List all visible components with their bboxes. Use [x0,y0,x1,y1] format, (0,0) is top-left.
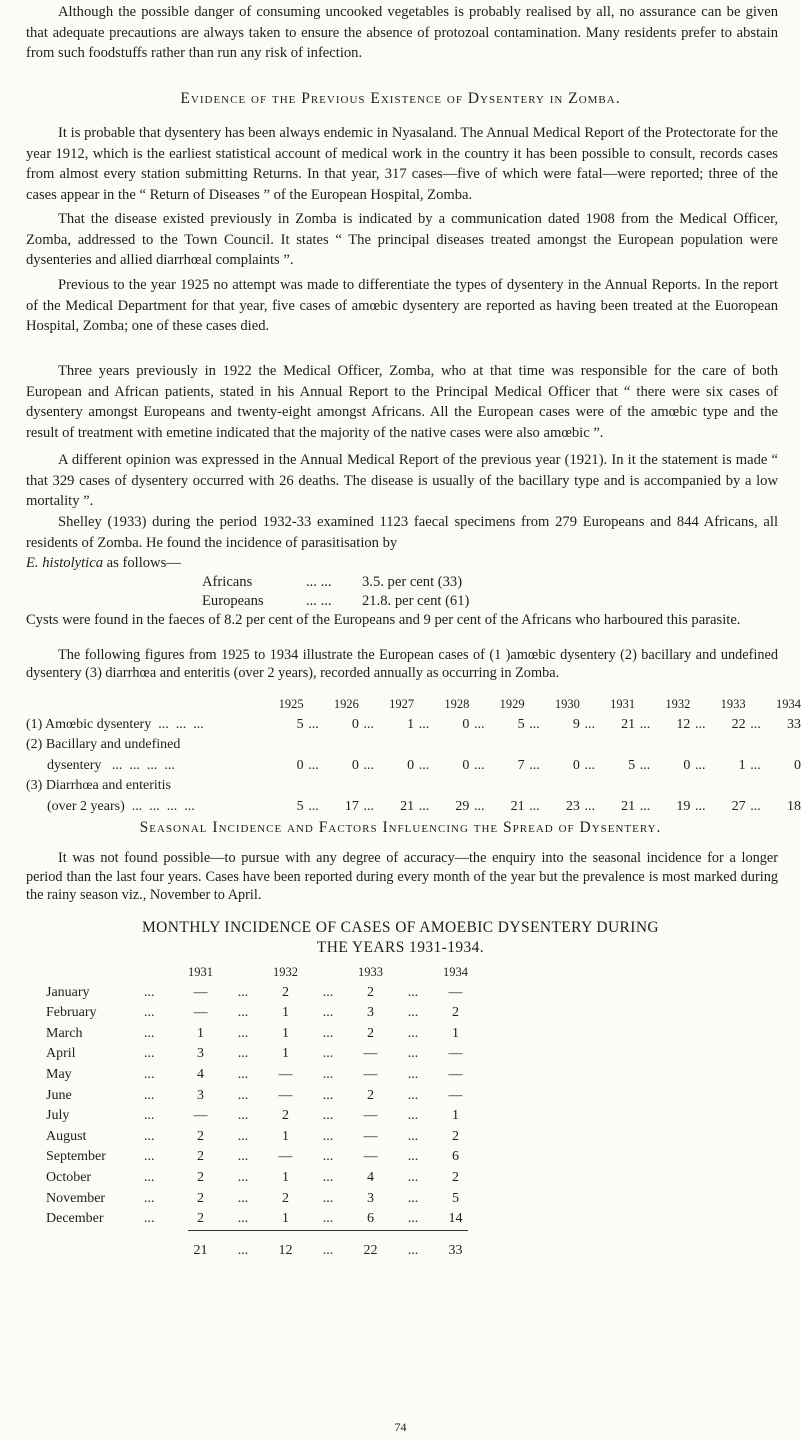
monthly-incidence-table [46,962,468,1261]
cell-value: 0 [462,757,470,773]
leader-dots: ... [144,1149,155,1165]
month-row [46,1003,468,1024]
leader-dots: ... [144,1108,155,1124]
leader-dots: ... [237,1211,249,1227]
leader-dots: ... [144,1128,155,1144]
cell-value: 14 [448,1211,463,1227]
month-name: February [46,1005,97,1021]
year-header: 1931 [610,697,636,711]
total-value: 12 [273,1230,298,1261]
month-row [46,1086,468,1107]
cell-value: 1 [282,1025,289,1041]
leader-dots: ... [144,1025,155,1041]
leader-dots: ... [750,757,761,773]
cell-value: 22 [731,716,746,732]
leader-dots: ... [237,1025,249,1041]
cell-value: 21 [400,798,415,814]
month-row [46,1044,468,1065]
leader-dots: ... [308,798,319,814]
month-row [46,1106,468,1127]
row-label: (3) Diarrhœa and enteritis [26,778,171,794]
cell-value: — [193,1108,208,1124]
cell-value: 0 [351,757,359,773]
cell-value: — [448,1087,463,1103]
page-number: 74 [394,1420,407,1434]
rate-group: Africans [202,574,253,590]
month-name: July [46,1108,70,1124]
intro-paragraph: Although the possible danger of consuming uncooked vegetables is probably realised by all, no assurance can be given that adequate precautions are always taken to ensure the absence of protozoal contamination. Many residents prefer to abstain from such foodstuffs rather than run any risk of infection. [26,4,778,62]
leader-dots: ... [407,1211,419,1227]
cell-value: 2 [367,1025,374,1041]
leader-dots: ... [237,1066,249,1082]
leader-dots: ... [322,1211,334,1227]
year-header: 1933 [358,965,383,979]
leader-dots: ... [322,1087,334,1103]
rate-row [202,591,469,610]
cell-value: 29 [455,798,470,814]
monthly-title-line: THE YEARS 1931-1934. [316,939,485,956]
leader-dots: ... [144,1087,155,1103]
cell-value: 2 [282,1108,289,1124]
cell-value: — [363,1149,378,1165]
cell-value: 2 [282,1190,289,1206]
year-header: 1932 [273,965,298,979]
leader-dots: ... [308,716,319,732]
leader-dots: ... [237,1046,249,1062]
totals-row [46,1230,468,1261]
total-value: 33 [443,1230,468,1261]
monthly-title-line: MONTHLY INCIDENCE OF CASES OF AMOEBIC DYSENTERY DURING [141,919,660,936]
leader-dots: ... [322,1190,334,1206]
month-name: November [46,1190,106,1206]
paragraph-1908-communication: That the disease existed previously in Zomba is indicated by a communication dated 1908 from the Medical Officer, Zomba, addressed to the Town Council. It states “ The principal diseases treated amongst the European population were dysenteries and allied diarrhœal complaints ”. [26,211,778,269]
leader-dots: ... [363,716,375,732]
cell-value: 0 [351,716,359,732]
leader-dots: ... [237,1087,249,1103]
cell-value: 0 [407,757,415,773]
cell-value: 1 [282,1005,289,1021]
cell-value: 1 [452,1025,459,1041]
month-row [46,1168,468,1189]
yearly-row [26,715,801,736]
leader-dots: ... [695,757,706,773]
leader-dots: ... [407,1025,419,1041]
cell-value: 5 [452,1190,459,1206]
cell-value: 18 [787,798,801,814]
cell-value: 3 [367,1005,374,1021]
month-row [46,1127,468,1148]
month-name: September [46,1149,106,1165]
cell-value: 0 [572,757,580,773]
cell-value: 5 [517,716,525,732]
month-name: January [46,984,90,1000]
year-header: 1928 [444,697,470,711]
paragraph-1912-report: It is probable that dysentery has been always endemic in Nyasaland. The Annual Medical Report of the Protectorate for the year 1912, which is the earliest statistical account of medical work in the country it has been possible to consult, records cases from almost every station submitting Returns. In that year, 317 cases—five of which were fatal—were reported; three of the cases appear in the “ Return of Diseases ” of the European Hospital, Zomba. [26,125,778,203]
parasitisation-rates [202,572,469,610]
leader-dots: ... [584,798,596,814]
cell-value: 1 [282,1046,289,1062]
leader-dots: ... [750,716,761,732]
row-label: (2) Bacillary and undefined [26,737,181,753]
month-row [46,1065,468,1086]
cell-value: — [448,1046,463,1062]
cell-value: 0 [462,716,470,732]
rate-dots: ... ... [306,593,332,609]
yearly-row [26,735,801,756]
leader-dots: ... [407,984,419,1000]
cell-value: — [363,1066,378,1082]
leader-dots: ... [237,1149,249,1165]
cell-value: 2 [197,1211,204,1227]
year-header: 1934 [443,965,468,979]
year-header: 1930 [554,697,580,711]
cell-value: — [448,1066,463,1082]
leader-dots: ... [322,1149,334,1165]
paragraph-cysts: Cysts were found in the faeces of 8.2 per cent of the Europeans and 9 per cent of the Africans who harboured this parasite. [26,612,741,628]
total-value: 21 [188,1230,213,1261]
cell-value: 17 [344,798,359,814]
leader-dots: ... [474,798,485,814]
cell-value: 9 [572,716,580,732]
cell-value: 0 [683,757,691,773]
leader-dots: ... [407,1169,419,1185]
row-label: (1) Amœbic dysentery ... ... ... [26,716,204,732]
monthly-table-title [0,918,801,958]
row-label: dysentery ... ... ... ... [26,757,175,773]
cell-value: 1 [282,1211,289,1227]
yearly-cases-table [26,694,801,818]
leader-dots: ... [237,1128,249,1144]
cell-value: 7 [517,757,525,773]
organism-name: E. histolytica [26,555,104,572]
month-row [46,1147,468,1168]
leader-dots: ... [308,757,319,773]
cell-value: — [193,984,208,1000]
year-header: 1925 [278,697,304,711]
month-name: April [46,1046,76,1062]
leader-dots: ... [144,1005,155,1021]
shelley-text-end: as follows— [106,555,181,572]
leader-dots: ... [237,1108,249,1124]
cell-value: 1 [407,716,415,732]
cell-value: 2 [367,1087,374,1103]
cell-value: 1 [738,757,746,773]
month-name: March [46,1025,83,1041]
cell-value: — [278,1149,293,1165]
year-header: 1929 [499,697,525,711]
leader-dots: ... [639,757,651,773]
year-header: 1932 [665,697,691,711]
leader-dots: ... [529,716,540,732]
cell-value: — [278,1066,293,1082]
cell-value: 1 [452,1108,459,1124]
leader-dots: ... [322,1005,334,1021]
leader-dots: ... [474,757,485,773]
month-name: June [46,1087,72,1103]
leader-dots: ... [529,757,540,773]
rate-value: 21.8. per cent (61) [362,593,470,609]
leader-dots: ... [407,1128,419,1144]
paragraph-seasonal: It was not found possible—to pursue with any degree of accuracy—the enquiry into the seasonal incidence for a longer period than the last four years. Cases have been reported during every month of the year but the prevalence is most marked during the rainy season viz., November to April. [26,850,778,903]
cell-value: — [363,1108,378,1124]
cell-value: 0 [296,757,304,773]
leader-dots: ... [639,716,651,732]
cell-value: 2 [197,1149,204,1165]
cell-value: 5 [296,798,304,814]
yearly-row [26,797,801,818]
leader-dots: ... [322,1066,334,1082]
cell-value: 12 [676,716,691,732]
rate-row [202,572,469,591]
leader-dots: ... [322,1046,334,1062]
cell-value: 21 [621,798,636,814]
cell-value: — [278,1087,293,1103]
leader-dots: ... [144,1211,155,1227]
leader-dots: ... [322,1169,334,1185]
cell-value: 5 [628,757,636,773]
month-row [46,1209,468,1230]
leader-dots: ... [407,1149,419,1165]
leader-dots: ... [407,1046,419,1062]
leader-dots: ... [383,1230,443,1261]
cell-value: 2 [197,1169,204,1185]
leader-dots: ... [407,1066,419,1082]
year-header: 1933 [720,697,746,711]
cell-value: 2 [197,1128,204,1144]
cell-value: 2 [367,984,374,1000]
leader-dots: ... [322,1108,334,1124]
cell-value: 5 [296,716,304,732]
leader-dots: ... [407,1190,419,1206]
cell-value: 6 [452,1149,459,1165]
month-row [46,1024,468,1045]
year-header: 1926 [333,697,359,711]
cell-value: 1 [197,1025,204,1041]
leader-dots: ... [322,1025,334,1041]
cell-value: 1 [282,1169,289,1185]
leader-dots: ... [322,984,334,1000]
leader-dots: ... [144,1190,155,1206]
leader-dots: ... [322,1128,334,1144]
month-name: December [46,1211,104,1227]
year-header: 1927 [389,697,415,711]
leader-dots: ... [750,798,761,814]
cell-value: 6 [367,1211,374,1227]
cell-value: 4 [197,1066,204,1082]
month-name: May [46,1066,72,1082]
leader-dots: ... [237,1169,249,1185]
leader-dots: ... [237,1190,249,1206]
month-name: October [46,1169,92,1185]
leader-dots: ... [639,798,651,814]
paragraph-1925-report: Previous to the year 1925 no attempt was made to differentiate the types of dysentery in the Annual Reports. In the report of the Medical Department for that year, five cases of amœbic dysentery are reported as having been treated at the Euoropean Hospital, Zomba; one of these cases died. [26,277,778,335]
yearly-header-row [26,694,801,715]
cell-value: 2 [197,1190,204,1206]
cell-value: 3 [367,1190,374,1206]
monthly-body [46,983,468,1262]
month-row [46,983,468,1004]
month-row [46,1189,468,1210]
leader-dots: ... [584,757,596,773]
cell-value: 27 [731,798,746,814]
leader-dots: ... [144,1169,155,1185]
cell-value: 33 [787,716,801,732]
cell-value: 2 [452,1169,459,1185]
paragraph-1921-report: A different opinion was expressed in the Annual Medical Report of the previous year (1921). In it the statement is made “ that 329 cases of dysentery occurred with 26 deaths. The disease is usually of the bacillary type and is accompanied by a low mortality ”. [26,452,778,510]
rate-value: 3.5. per cent (33) [362,574,463,590]
paragraph-1922-report: Three years previously in 1922 the Medical Officer, Zomba, who at that time was responsible for the care of both European and African patients, stated in his Annual Report to the Principal Medical Officer that “ there were six cases of dysentery amongst Europeans and twenty-eight amongst Africans. All the European cases were of the amœbic type and the result of treatment with emetine indicated that the majority of the native cases were also amœbic ”. [26,363,778,441]
yearly-row [26,756,801,777]
cell-value: 21 [621,716,636,732]
leader-dots: ... [418,798,430,814]
rate-group: Europeans [202,593,264,609]
cell-value: 4 [367,1169,374,1185]
cell-value: — [363,1128,378,1144]
leader-dots: ... [695,716,706,732]
leader-dots: ... [144,1066,155,1082]
cell-value: 2 [282,984,289,1000]
leader-dots: ... [407,1087,419,1103]
leader-dots: ... [474,716,485,732]
leader-dots: ... [695,798,706,814]
cell-value: 1 [282,1128,289,1144]
leader-dots: ... [584,716,596,732]
leader-dots: ... [298,1230,358,1261]
leader-dots: ... [363,798,375,814]
section-heading-seasonal: Seasonal Incidence and Factors Influencing the Spread of Dysentery. [139,819,662,836]
year-header: 1934 [776,697,801,711]
leader-dots: ... [407,1108,419,1124]
cell-value: — [363,1046,378,1062]
leader-dots: ... [213,1230,273,1261]
cell-value: 0 [794,757,801,773]
leader-dots: ... [237,1005,249,1021]
cell-value: — [448,984,463,1000]
cell-value: 2 [452,1005,459,1021]
cell-value: 3 [197,1046,204,1062]
leader-dots: ... [407,1005,419,1021]
row-label: (over 2 years) ... ... ... ... [26,798,195,814]
cell-value: 21 [510,798,525,814]
cell-value: 2 [452,1128,459,1144]
month-name: August [46,1128,87,1144]
cell-value: 19 [676,798,691,814]
monthly-header-row [46,962,468,983]
leader-dots: ... [418,757,430,773]
leader-dots: ... [529,798,540,814]
leader-dots: ... [144,984,155,1000]
paragraph-figures: The following figures from 1925 to 1934 illustrate the European cases of (1 )amœbic dysentery (2) bacillary and undefined dysentery (3) diarrhœa and enteritis (over 2 years), recorded annually as occurring in Zomba. [26,647,778,681]
total-value: 22 [358,1230,383,1261]
shelley-text: Shelley (1933) during the period 1932-33 examined 1123 faecal specimens from 279 Europeans and 844 Africans, all residents of Zomba. He found the incidence of parasitisation by [26,514,778,551]
leader-dots: ... [144,1046,155,1062]
year-header: 1931 [188,965,213,979]
leader-dots: ... [363,757,375,773]
cell-value: — [193,1005,208,1021]
paragraph-shelley [26,512,778,574]
cell-value: 23 [565,798,580,814]
cell-value: 3 [197,1087,204,1103]
section-heading-evidence: Evidence of the Previous Existence of Dysentery in Zomba. [180,90,621,107]
yearly-body [26,715,801,818]
rate-dots: ... ... [306,574,332,590]
leader-dots: ... [237,984,249,1000]
leader-dots: ... [418,716,430,732]
yearly-row [26,776,801,797]
